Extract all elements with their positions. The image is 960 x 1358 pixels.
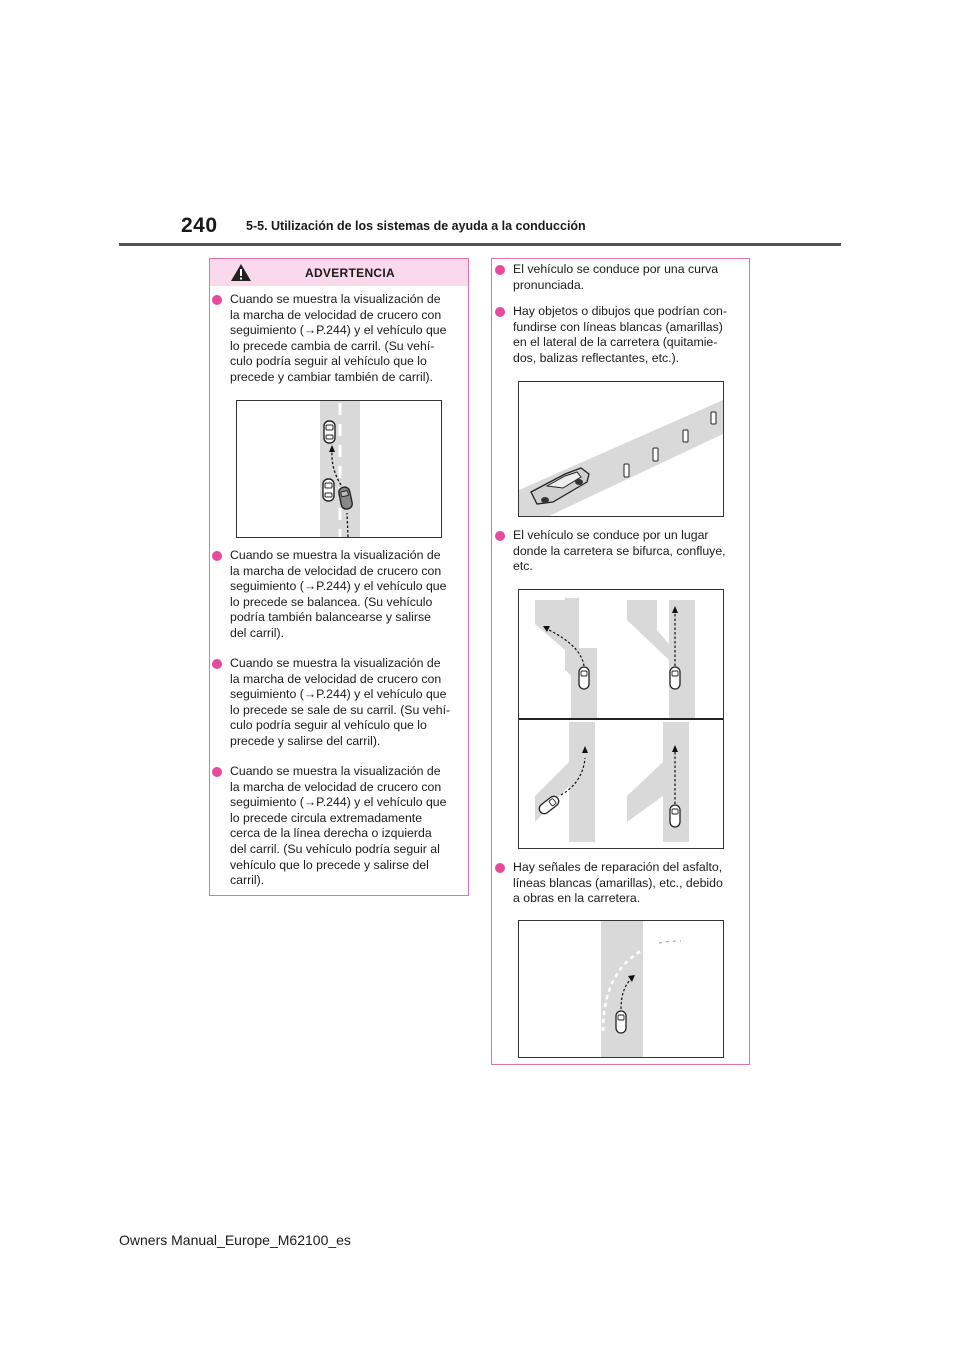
figure-road-repair	[518, 920, 724, 1058]
bullet-icon	[212, 551, 222, 561]
car-icon	[323, 479, 334, 501]
list-item	[212, 764, 462, 889]
list-item	[212, 548, 462, 642]
guardrail-illustration	[519, 382, 723, 516]
figure-fork-merge	[518, 589, 724, 849]
car-icon	[579, 667, 589, 689]
fork-merge-illustration	[519, 590, 723, 848]
car-icon	[670, 805, 680, 827]
bullet-icon	[495, 265, 505, 275]
list-item	[212, 656, 462, 750]
figure-guardrail	[518, 381, 724, 517]
list-item	[495, 262, 745, 293]
figure-lane-change	[236, 400, 442, 538]
bullet-icon	[212, 295, 222, 305]
warning-header	[210, 259, 468, 286]
warning-triangle-icon	[230, 263, 252, 282]
list-item	[212, 292, 462, 386]
list-item-text: El vehículo se conduce por un lugar donde la carretera se bifurca, confluye, etc.	[513, 528, 726, 574]
list-item-text: Cuando se muestra la visualización de la marcha de velocidad de crucero con seguimiento (→P.244) y el vehículo que lo precede se balancea. (Su vehículo podría también balancearse y salirse del carril).	[230, 548, 447, 640]
list-item-text: Cuando se muestra la visualización de la marcha de velocidad de crucero con seguimiento (→P.244) y el vehículo que lo precede circula extremadamente cerca de la línea derecha o izquierda del carril. (Su vehículo podría seguir al vehículo que lo precede y salirse del carril).	[230, 764, 447, 888]
car-icon	[324, 421, 335, 443]
list-item	[495, 528, 745, 575]
page-number: 240	[181, 214, 218, 237]
warning-title: ADVERTENCIA	[305, 265, 395, 280]
bullet-icon	[212, 767, 222, 777]
road-lane	[601, 921, 643, 1057]
lane-change-illustration	[237, 401, 441, 537]
list-item-text: El vehículo se conduce por una curva pronunciada.	[513, 262, 719, 292]
list-item	[495, 304, 745, 366]
road-repair-illustration	[519, 921, 723, 1057]
bullet-icon	[495, 863, 505, 873]
footer-text: Owners Manual_Europe_M62100_es	[119, 1232, 351, 1248]
list-item-text: Hay objetos o dibujos que podrían con- fundirse con líneas blancas (amarillas) en el lateral de la carretera (quitamie- dos, balizas reflectantes, etc.).	[513, 304, 727, 365]
list-item-text: Cuando se muestra la visualización de la marcha de velocidad de crucero con seguimiento (→P.244) y el vehículo que lo precede se sale de su carril. (Su vehí- culo podría seguir al vehículo que lo precede y salirse del carril).	[230, 656, 451, 748]
car-icon	[616, 1011, 626, 1033]
car-icon	[670, 667, 680, 689]
list-item-text: Hay señales de reparación del asfalto, líneas blancas (amarillas), etc., debido a obras en la carretera.	[513, 860, 723, 906]
bullet-icon	[212, 659, 222, 669]
bullet-icon	[495, 307, 505, 317]
section-title: 5-5. Utilización de los sistemas de ayuda a la conducción	[246, 219, 586, 233]
list-item	[495, 860, 745, 907]
list-item-text: Cuando se muestra la visualización de la marcha de velocidad de crucero con seguimiento (→P.244) y el vehículo que lo precede cambia de carril. (Su vehí- culo podría seguir al vehículo que lo precede y cambiar también de carril).	[230, 292, 447, 384]
header-rule	[119, 243, 841, 246]
bullet-icon	[495, 531, 505, 541]
